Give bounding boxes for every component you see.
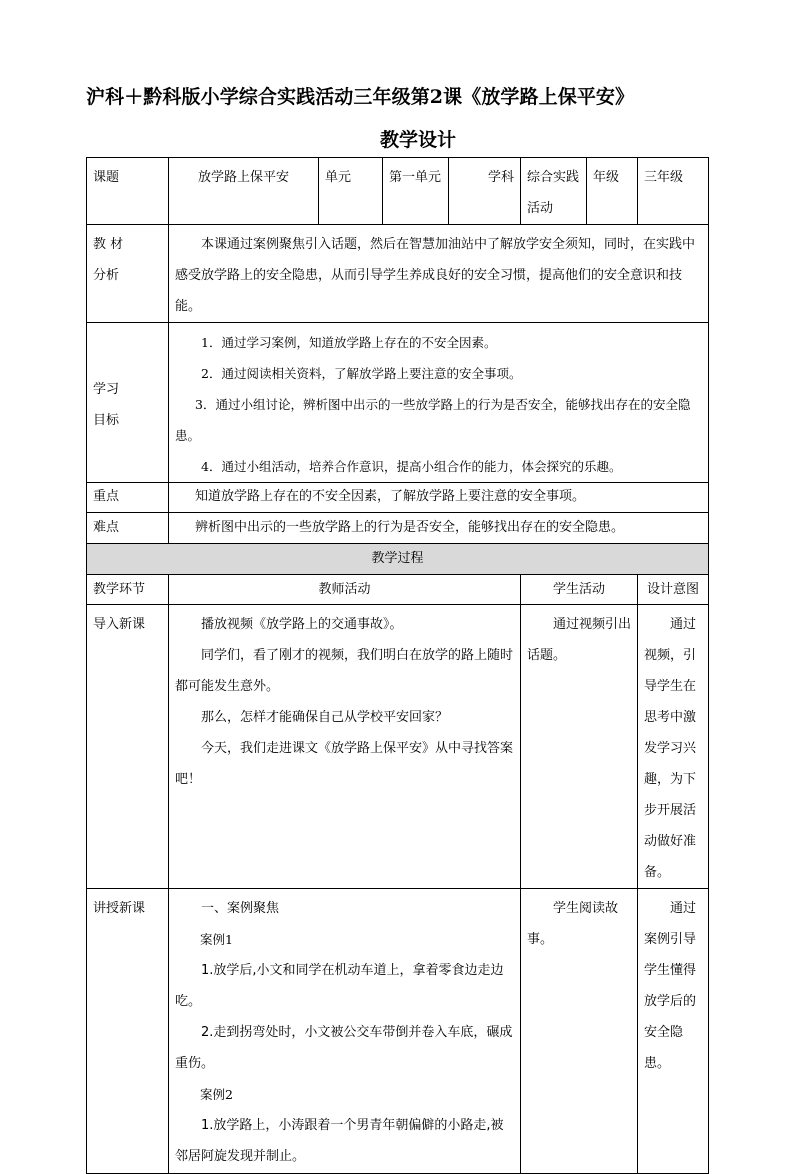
lesson-teacher-line: 案例2 [200,1087,233,1102]
document-title: 沪科＋黔科版小学综合实践活动三年级第2课《放学路上保平安》 [86,86,635,108]
header-intent: 设计意图 [638,575,709,605]
goal-item: 3．通过小组讨论，辨析图中出示的一些放学路上的行为是否安全，能够找出存在的安全隐患。 [175,397,691,443]
goal-item: 1．通过学习案例，知道放学路上存在的不安全因素。 [201,335,497,350]
lesson-teacher [169,889,521,1174]
goal-item: 4．通过小组活动，培养合作意识，提高小组合作的能力，体会探究的乐趣。 [201,459,622,474]
lesson-plan-table [86,157,709,1174]
lesson-intent-text: 通过案例引导学生懂得放学后的安全隐患。 [644,901,697,1071]
analysis-text [169,225,709,323]
analysis-paragraph: 本课通过案例聚焦引入话题，然后在智慧加油站中了解放学安全须知，同时，在实践中感受放学路上的安全隐患，从而引导学生养成良好的安全习惯，提高他们的安全意识和技能。 [175,237,696,314]
document-subtitle: 教学设计 [379,129,456,151]
intro-stage: 导入新课 [87,605,169,889]
grade-value: 三年级 [638,158,709,225]
lesson-student [521,889,638,1174]
intro-student-text: 通过视频引出话题。 [527,617,632,663]
intro-teacher-line: 播放视频《放学路上的交通事故》。 [201,617,403,632]
intro-intent-text: 通过视频，引导学生在思考中激发学习兴趣，为下步开展活动做好准备。 [644,617,697,880]
lesson-teacher-line: 1.放学路上，小涛跟着一个男青年朝偏僻的小路走,被邻居阿旋发现并制止。 [175,1118,504,1164]
difficulty-paragraph: 辨析图中出示的一些放学路上的行为是否安全，能够找出存在的安全隐患。 [195,520,625,535]
intro-teacher-line: 今天，我们走进课文《放学路上保平安》从中寻找答案吧！ [175,741,514,787]
header-teacher: 教师活动 [169,575,521,605]
topic-label: 课题 [87,158,169,225]
intro-row [87,605,709,889]
goals-label [87,323,169,483]
subject-value: 综合实践活动 [521,158,587,225]
goals-label-line2: 目标 [93,412,120,428]
key-paragraph: 知道放学路上存在的不安全因素，了解放学路上要注意的安全事项。 [195,489,586,504]
intro-teacher-line: 那么，怎样才能确保自己从学校平安回家？ [201,710,449,725]
process-header-row [87,575,709,605]
grade-label: 年级 [587,158,638,225]
lesson-stage: 讲授新课 [87,889,169,1174]
analysis-row [87,225,709,323]
unit-value: 第一单元 [383,158,449,225]
key-text [169,483,709,513]
lesson-intent [638,889,709,1174]
process-title: 教学过程 [87,544,709,575]
analysis-label [87,225,169,323]
goals-list [169,323,709,483]
lesson-teacher-line: 1.放学后,小文和同学在机动车道上，拿着零食边走边吃。 [175,963,504,1009]
analysis-label-line2: 分析 [93,268,120,283]
goal-item: 2．通过阅读相关资料，了解放学路上要注意的安全事项。 [201,366,522,381]
process-title-row [87,544,709,575]
header-stage: 教学环节 [87,575,169,605]
goals-row [87,323,709,483]
difficulty-text [169,513,709,544]
intro-teacher [169,605,521,889]
topic-value: 放学路上保平安 [169,158,319,225]
intro-student [521,605,638,889]
lesson-teacher-line: 一、案例聚焦 [201,901,280,916]
lesson-teacher-line: 2.走到拐弯处时，小文被公交车带倒并卷入车底，碾成重伤。 [175,1025,513,1071]
lesson-row [87,889,709,1174]
intro-intent [638,605,709,889]
header-student: 学生活动 [521,575,638,605]
info-row [87,158,709,225]
analysis-label-line1: 教 材 [93,237,124,252]
difficulty-label: 难点 [87,513,169,544]
key-row [87,483,709,513]
difficulty-row [87,513,709,544]
intro-teacher-line: 同学们，看了刚才的视频，我们明白在放学的路上随时都可能发生意外。 [175,648,514,694]
lesson-student-text: 学生阅读故事。 [527,901,619,947]
key-label: 重点 [87,483,169,513]
subject-label: 学科 [449,158,521,225]
lesson-teacher-line: 案例1 [200,932,233,947]
unit-label: 单元 [319,158,383,225]
goals-label-line1: 学习 [93,381,120,397]
